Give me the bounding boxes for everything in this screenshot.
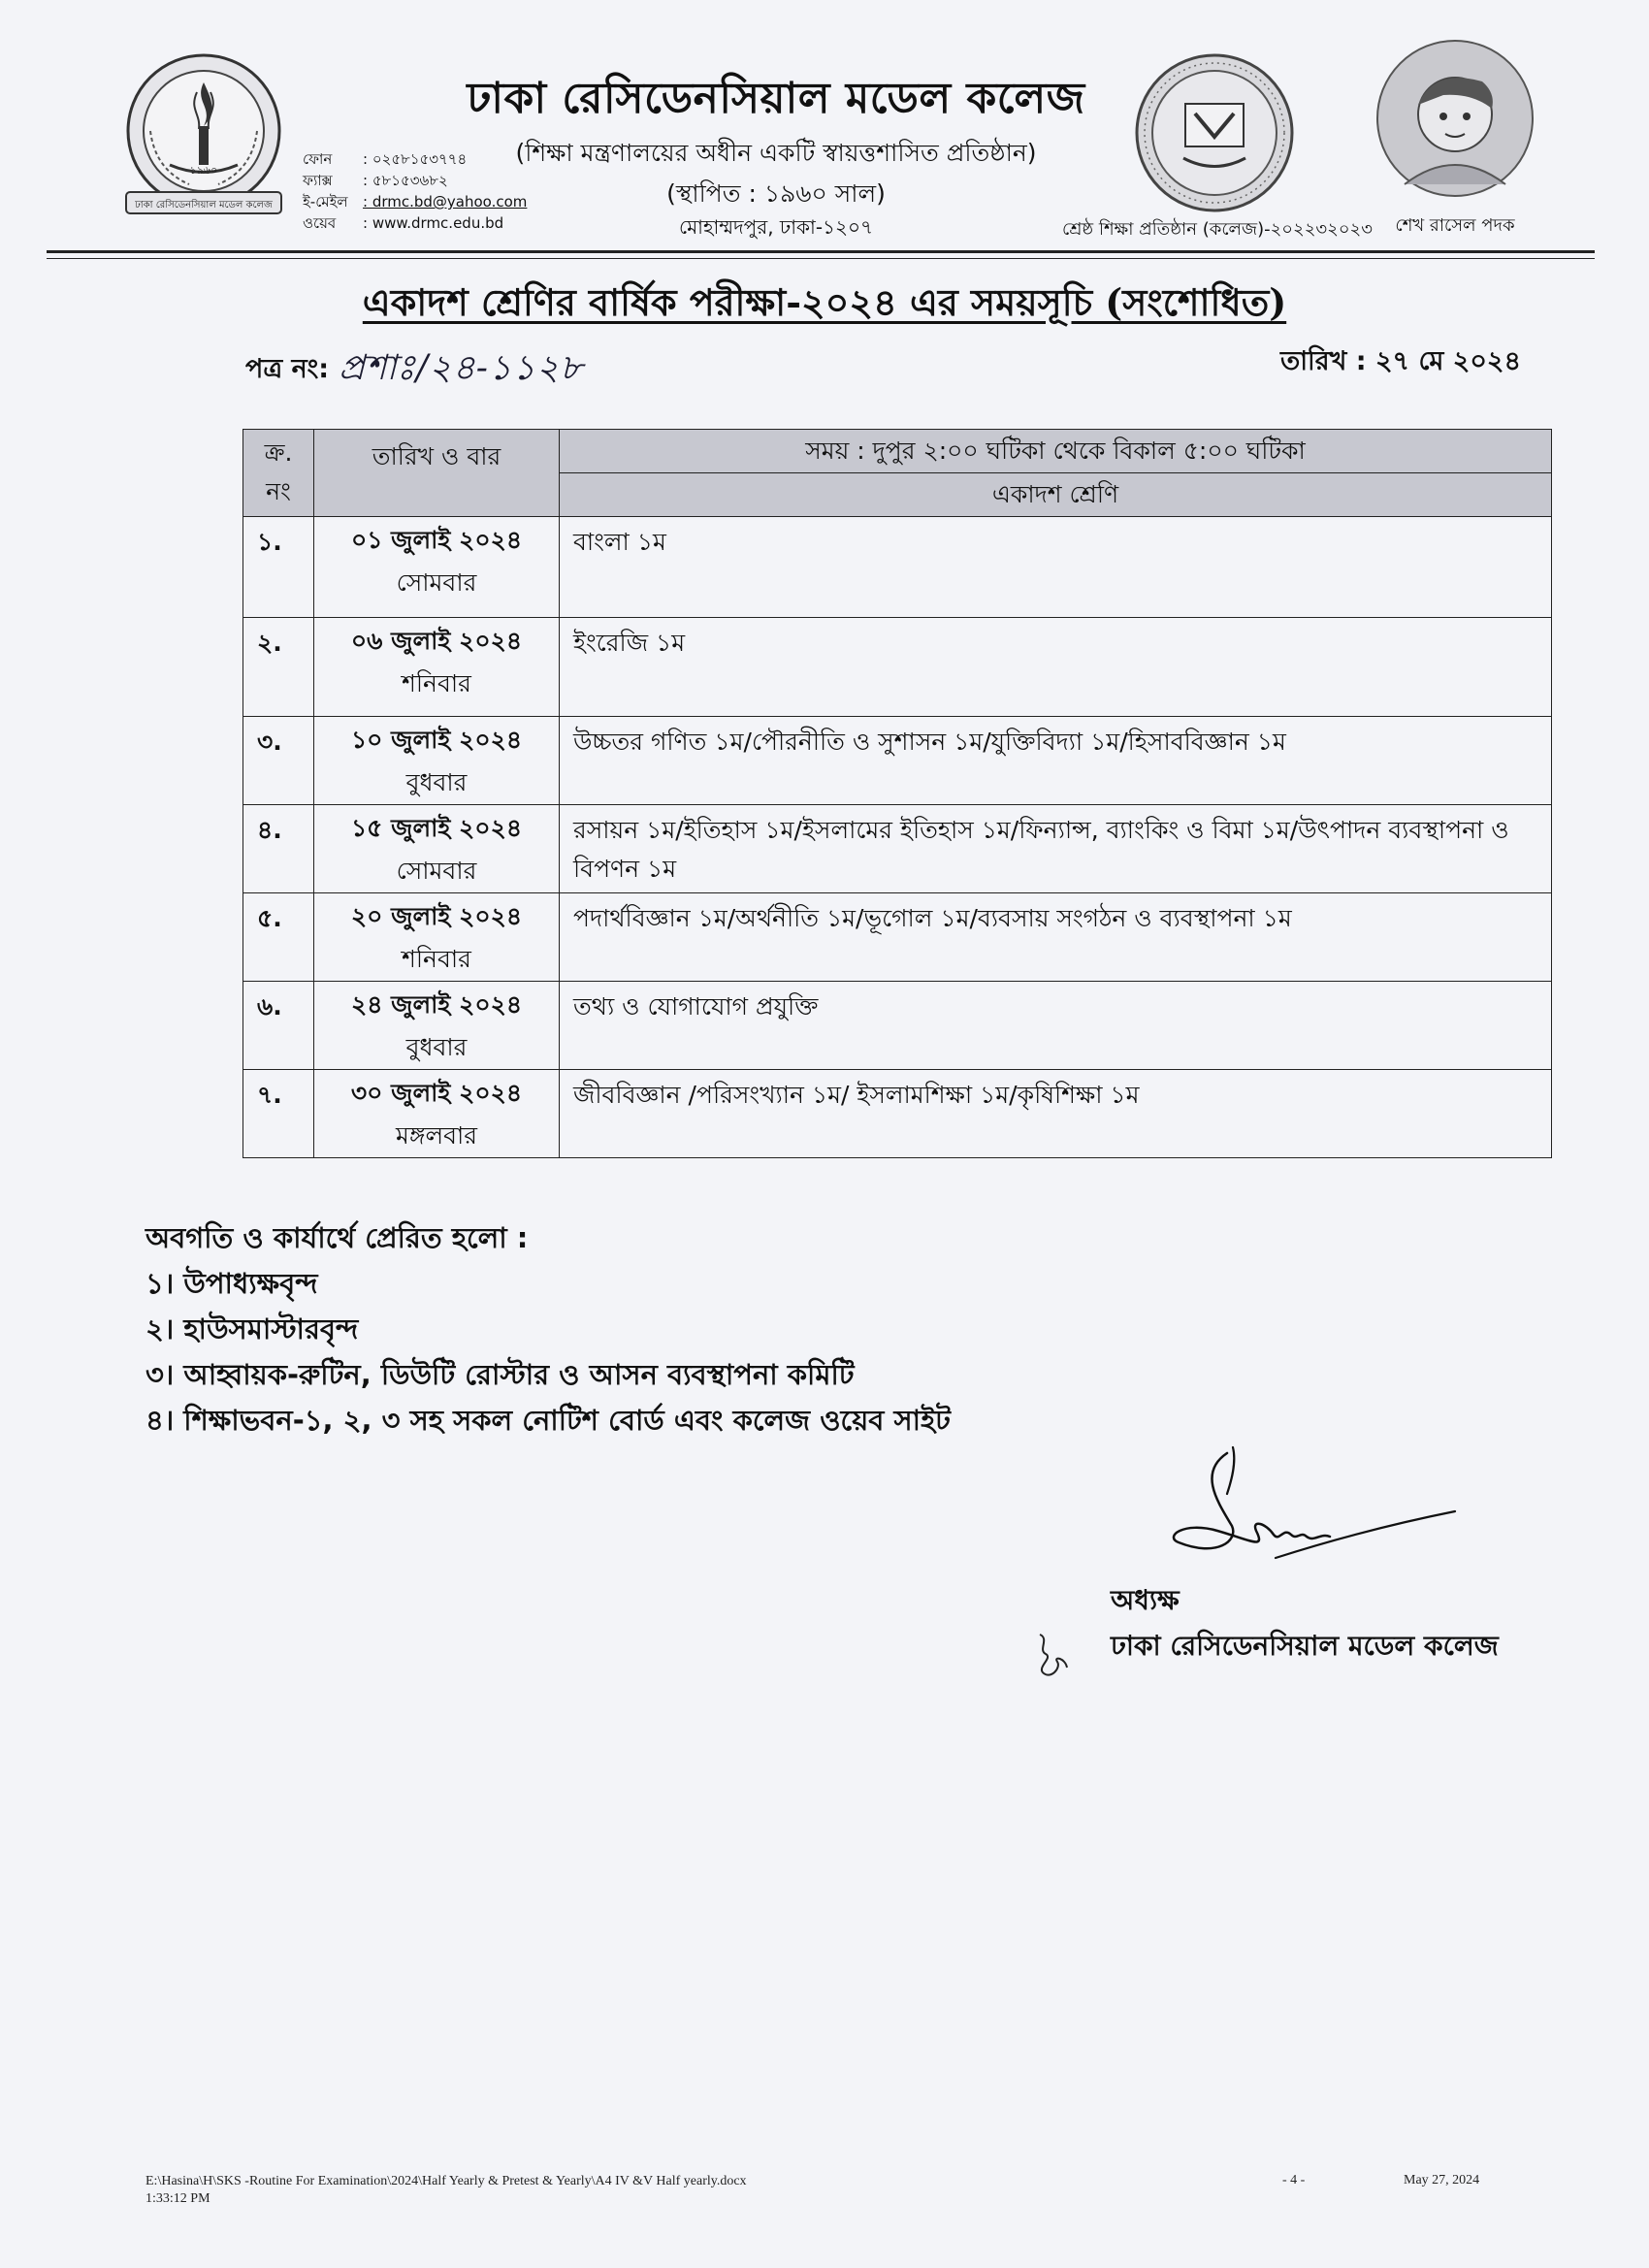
row-date: ২০ জুলাই ২০২৪ শনিবার bbox=[314, 893, 560, 982]
row-serial: ৪. bbox=[243, 805, 314, 893]
row-subject: রসায়ন ১ম/ইতিহাস ১ম/ইসলামের ইতিহাস ১ম/ফিন্যান্স, ব্যাংকিং ও বিমা ১ম/উৎপাদন ব্যবস্থাপনা ও বিপণন ১ম bbox=[560, 805, 1552, 893]
distribution-item: ১। উপাধ্যক্ষবৃন্দ bbox=[146, 1267, 318, 1300]
initials-mark bbox=[1028, 1625, 1077, 1683]
email-label: ই-মেইল bbox=[303, 193, 348, 211]
row-serial: ৬. bbox=[243, 982, 314, 1070]
row-subject: পদার্থবিজ্ঞান ১ম/অর্থনীতি ১ম/ভূগোল ১ম/ব্যবসায় সংগঠন ও ব্যবস্থাপনা ১ম bbox=[560, 893, 1552, 982]
principal-signature bbox=[1159, 1434, 1470, 1574]
logo-caption: ঢাকা রেসিডেনসিয়াল মডেল কলেজ bbox=[135, 200, 273, 211]
web-value[interactable]: : www.drmc.edu.bd bbox=[363, 214, 504, 232]
notice-date: তারিখ : ২৭ মে ২০২৪ bbox=[1279, 346, 1521, 376]
footer-page-number: - 4 - bbox=[1282, 2173, 1306, 2187]
table-header-row bbox=[243, 430, 1552, 473]
reference-number: প্রশাঃ/২৪-১১২৮ bbox=[339, 348, 584, 388]
header-rule-thin bbox=[47, 258, 1595, 259]
fax-label: ফ্যাক্স bbox=[303, 172, 333, 189]
signatory-title: অধ্যক্ষ bbox=[1111, 1584, 1180, 1616]
footer-date: May 27, 2024 bbox=[1404, 2173, 1480, 2187]
row-serial: ৭. bbox=[243, 1070, 314, 1158]
row-date: ২৪ জুলাই ২০২৪ বুধবার bbox=[314, 982, 560, 1070]
row-subject: তথ্য ও যোগাযোগ প্রযুক্তি bbox=[560, 982, 1552, 1070]
portrait-medal-icon bbox=[1375, 39, 1536, 199]
distribution-list bbox=[146, 1215, 951, 1443]
phone-label: ফোন bbox=[303, 150, 333, 168]
college-address: মোহাম্মদপুর, ঢাকা-১২০৭ bbox=[678, 215, 874, 239]
table-row bbox=[243, 1070, 1552, 1158]
row-subject: ইংরেজি ১ম bbox=[560, 618, 1552, 717]
email-link[interactable]: : drmc.bd@yahoo.com bbox=[363, 193, 528, 211]
row-date: ১০ জুলাই ২০২৪ বুধবার bbox=[314, 717, 560, 805]
reference-label: পত্র নং: bbox=[245, 353, 330, 384]
distribution-item: ২। হাউসমাস্টারবৃন্দ bbox=[146, 1312, 359, 1345]
fax-value: : ৫৮১৫৩৬৮২ bbox=[363, 172, 448, 189]
college-name: ঢাকা রেসিডেনসিয়াল মডেল কলেজ bbox=[467, 74, 1085, 123]
distribution-item: ৩। আহ্বায়ক-রুটিন, ডিউটি রোস্টার ও আসন ব্যবস্থাপনা কমিটি bbox=[146, 1358, 855, 1391]
college-founded: (স্থাপিত : ১৯৬০ সাল) bbox=[666, 179, 886, 208]
medal-caption: শ্রেষ্ঠ শিক্ষা প্রতিষ্ঠান (কলেজ)-২০২২৩২০২৩ bbox=[1062, 219, 1373, 240]
row-subject: জীববিজ্ঞান /পরিসংখ্যান ১ম/ ইসলামশিক্ষা ১ম/কৃষিশিক্ষা ১ম bbox=[560, 1070, 1552, 1158]
column-header-date: তারিখ ও বার bbox=[314, 430, 560, 517]
row-date: ০৬ জুলাই ২০২৪ শনিবার bbox=[314, 618, 560, 717]
table-row bbox=[243, 982, 1552, 1070]
row-serial: ৫. bbox=[243, 893, 314, 982]
phone-value: : ০২৫৮১৫৩৭৭৪ bbox=[363, 150, 468, 168]
table-row bbox=[243, 618, 1552, 717]
distribution-heading: অবগতি ও কার্যার্থে প্রেরিত হলো : bbox=[146, 1221, 529, 1254]
table-row bbox=[243, 717, 1552, 805]
column-header-time: সময় : দুপুর ২:০০ ঘটিকা থেকে বিকাল ৫:০০ ঘটিকা bbox=[560, 430, 1552, 473]
award-medal-icon bbox=[1135, 53, 1295, 213]
row-date: ৩০ জুলাই ২০২৪ মঙ্গলবার bbox=[314, 1070, 560, 1158]
row-serial: ২. bbox=[243, 618, 314, 717]
row-date: ০১ জুলাই ২০২৪ সোমবার bbox=[314, 517, 560, 618]
row-subject: উচ্চতর গণিত ১ম/পৌরনীতি ও সুশাসন ১ম/যুক্তিবিদ্যা ১ম/হিসাববিজ্ঞান ১ম bbox=[560, 717, 1552, 805]
table-row bbox=[243, 805, 1552, 893]
table-row bbox=[243, 517, 1552, 618]
row-subject: বাংলা ১ম bbox=[560, 517, 1552, 618]
footer-file-path: E:\Hasina\H\SKS -Routine For Examination\2024\Half Yearly & Pretest & Yearly\A4 IV &V Half yearly.docx 1:33:12 PM bbox=[146, 2174, 747, 2206]
row-date: ১৫ জুলাই ২০২৪ সোমবার bbox=[314, 805, 560, 893]
row-serial: ৩. bbox=[243, 717, 314, 805]
college-logo bbox=[121, 53, 286, 218]
web-label: ওয়েব bbox=[303, 214, 337, 232]
distribution-item: ৪। শিক্ষাভবন-১, ২, ৩ সহ সকল নোটিশ বোর্ড এবং কলেজ ওয়েব সাইট bbox=[146, 1404, 951, 1437]
portrait-caption: শেখ রাসেল পদক bbox=[1395, 215, 1515, 236]
column-header-class: একাদশ শ্রেণি bbox=[560, 473, 1552, 517]
table-row bbox=[243, 893, 1552, 982]
signatory-college: ঢাকা রেসিডেনসিয়াল মডেল কলেজ bbox=[1111, 1630, 1499, 1662]
header-rule bbox=[47, 250, 1595, 253]
reference bbox=[245, 341, 583, 400]
college-tagline: (শিক্ষা মন্ত্রণালয়ের অধীন একটি স্বায়ত্তশাসিত প্রতিষ্ঠান) bbox=[515, 139, 1037, 167]
exam-routine-table bbox=[242, 429, 1552, 1158]
logo-year: ১৯৬০ bbox=[189, 164, 218, 177]
column-header-serial: ক্র. নং bbox=[243, 430, 314, 517]
row-serial: ১. bbox=[243, 517, 314, 618]
notice-title: একাদশ শ্রেণির বার্ষিক পরীক্ষা-২০২৪ এর সময়সূচি (সংশোধিত) bbox=[362, 280, 1287, 324]
